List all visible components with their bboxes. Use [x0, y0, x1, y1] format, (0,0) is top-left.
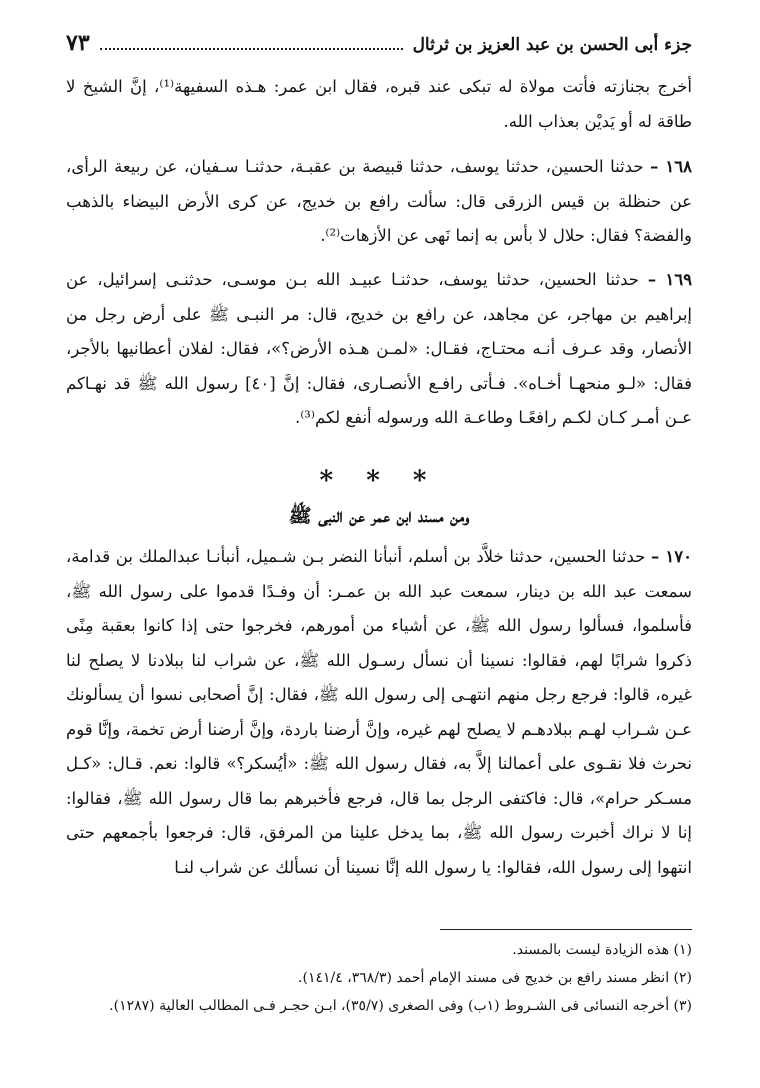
section-separator: * * * [319, 466, 439, 496]
hadith-number: ١٧٠ – [651, 547, 693, 566]
hadith-168 [66, 150, 692, 254]
footnote-divider [440, 929, 692, 930]
footnote-1: (١) هذه الزيادة ليست بالمسند. [512, 942, 692, 958]
hadith-text: حدثنا الحسين، حدثنا يوسف، حدثنـا عبيـد الله بـن موسـى، حدثنـى إسرائيل، عن إبراهيم بن مهاجر، عن مجاهد، عن رافع بن خديج، قال: مر النبـى ﷺ على أرض رجل من الأنصار، وقد عـرف أنـه محتـاج، فقـال: «لمـن هـذه الأرض؟»، فقال: لفلان أعطانيها بالأجر، فقال: «لـو منحهـا أخـاه». فـأتى رافـع الأنصـارى، فقال: إنَّ [٤٠] رسول الله ﷺ قد نهـاكم عـن أمـر كـان لكـم رافعًـا وطاعـة الله ورسوله أنفع لكم⁽³⁾. [66, 270, 693, 427]
hadith-number: ١٦٨ – [650, 157, 693, 176]
footnote-3: (٣) أخرجه النسائى فى الشـروط (١ب) وفى الصغرى (٣٥/٧)، ابـن حجـر فـى المطالب العالية (١٢٨٧). [109, 998, 692, 1014]
hadith-text: حدثنا الحسين، حدثنا يوسف، حدثنا قبيصة بن عقبـة، حدثنـا سـفيان، عن ربيعة الرأى، عن حنظلة بن قيس الزرقى قال: سألت رافع بن خديج، عن كرى الأرض البيضاء بالذهب والفضة؟ فقال: حلال لا بأس به إنما نَهى عن الأزهات⁽²⁾. [66, 157, 692, 245]
section-heading: ومن مسند ابن عمر عن النبى ﷺ [288, 505, 470, 527]
footnote-2: (٢) انظر مسند رافع بن خديج فى مسند الإمام أحمد (٣٦٨/٣، ١٤١/٤). [298, 970, 692, 986]
hadith-170 [66, 540, 692, 885]
running-header [66, 30, 692, 64]
book-title: جزء أبى الحسن بن عبد العزيز بن ثرثال [412, 35, 692, 55]
header-dotted-leader [100, 48, 403, 50]
hadith-169 [66, 263, 692, 436]
hadith-text: حدثنا الحسين، حدثنا خلاَّد بن أسلم، أنبأنا النضر بـن شـميل، أنبأنـا عبدالملك بن قدامة، سمعت عبد الله بن دينار، سمعت عبد الله بن عمـر: أن وفـدًا قدموا على رسول الله ﷺ، فأسلموا، فسألوا رسول الله ﷺ، عن أشياء من أمورهم، فخرجوا حتى إذا كانوا بعقبة مِنًى ذكروا شرابًا لهم، فقالوا: نسينا أن نسأل رسـول الله ﷺ، عن شراب لنا ببلادنا لا يصلح لنا غيره، قالوا: فرجع رجل منهم انتهـى إلى رسول الله ﷺ، فقال: إنَّ أصحابى نسوا أن يسألونك عـن شـراب لهـم ببلادهـم لا يصلح لهم غيره، وإنَّ أرضنا باردة، وإنَّ أرضنا أرض تخمة، وإنَّا قوم نحرث فلا نقـوى على أعمالنا إلاَّ به، فقال رسول الله ﷺ: «أيُسكر؟» قالوا: نعم. قـال: «كـل مسـكر حرام»، قال: فاكتفى الرجل بما قال، فرجع فأخبرهم بما قال رسول الله ﷺ، فقالوا: إنا لا نراك أخبرت رسول الله ﷺ، بما يدخل علينا من المرفق، قال: فرجعوا بأجمعهم حتى انتهوا إلى رسول الله، فقالوا: يا رسول الله إنَّا نسينا أن نسألك عن شراب لنـا [66, 547, 692, 877]
hadith-number: ١٦٩ – [647, 270, 693, 289]
page-number: ٧٣ [66, 30, 90, 56]
paragraph-continued: أخرج بجنازته فأتت مولاة له تبكى عند قبره، فقال ابن عمر: هـذه السفيهة⁽¹⁾، إنَّ الشيخ لا طاقة له أو يَديْن بعذاب الله. [66, 77, 693, 131]
